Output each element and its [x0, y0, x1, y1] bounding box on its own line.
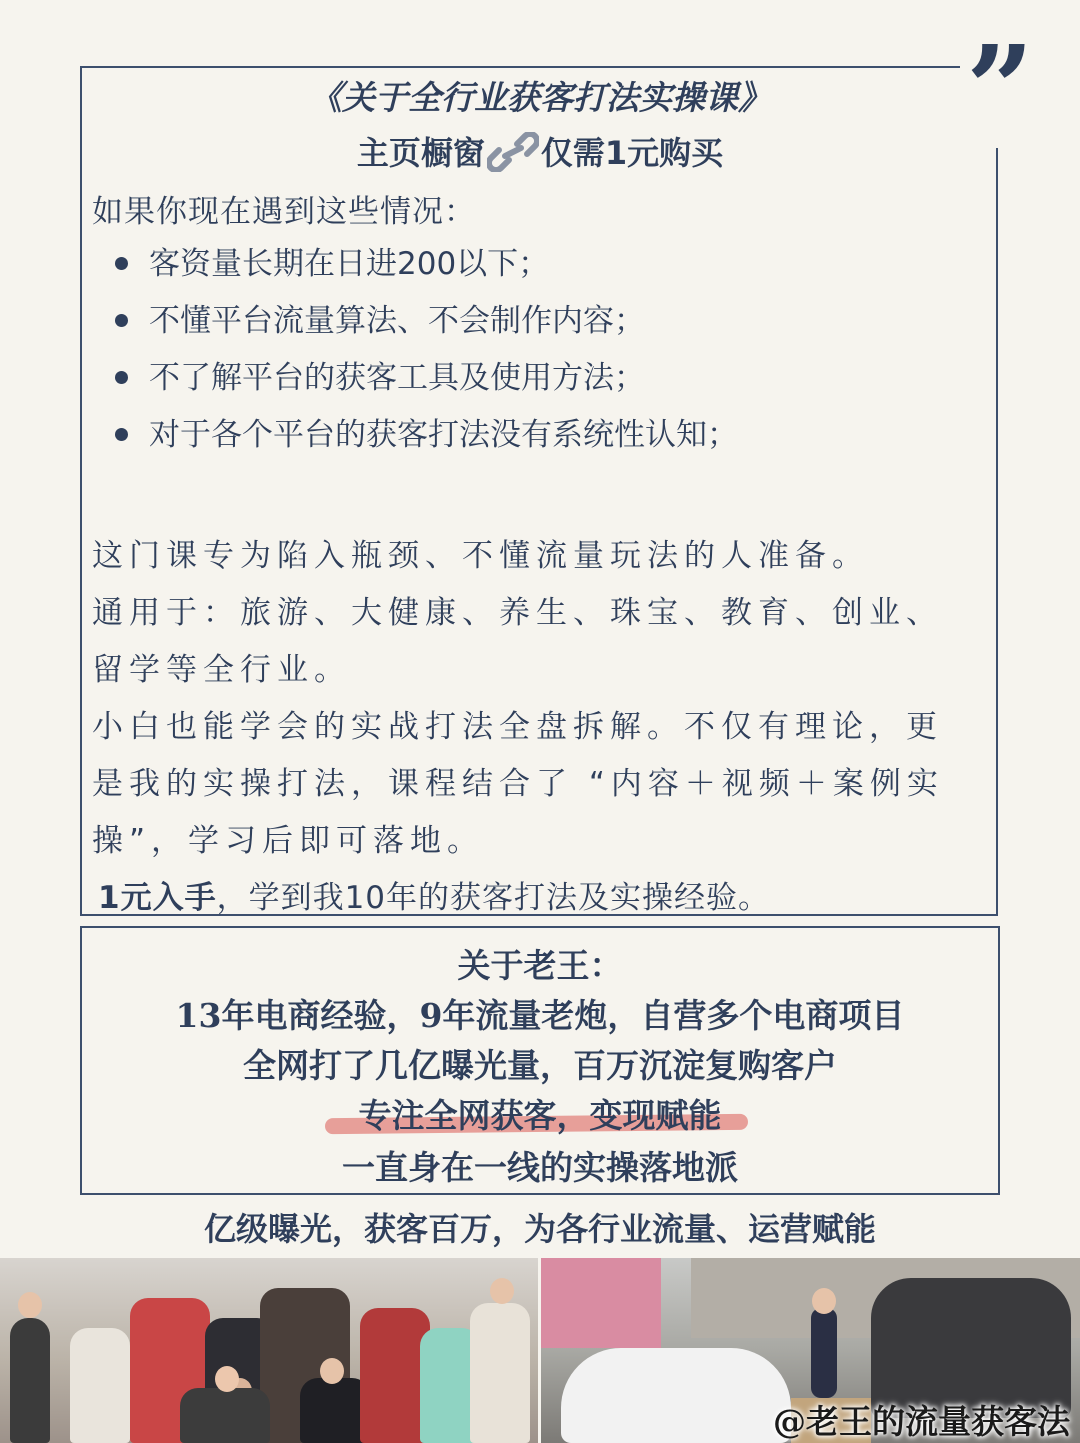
about-line: 全网打了几亿曝光量，百万沉淀复购客户	[243, 1046, 837, 1085]
about-highlight-line	[0, 1090, 1080, 1137]
watermark: @老王的流量获客法	[773, 1402, 1070, 1441]
paragraph-line: 留学等全行业。	[92, 652, 351, 688]
about-line: 一直身在一线的实操落地派	[342, 1148, 738, 1187]
course-title: 《关于全行业获客打法实操课》	[309, 78, 771, 117]
paragraph-line: 这门课专为陷入瓶颈、不懂流量玩法的人准备。	[92, 538, 869, 574]
photo-strip	[0, 1258, 1080, 1443]
offer-rest: ，学到我10年的获客打法及实操经验。	[216, 880, 771, 916]
offer-line	[98, 872, 770, 917]
problem-list	[115, 242, 738, 470]
closing-quote-icon: ”	[960, 30, 1040, 148]
about-heading: 关于老王：	[457, 946, 623, 985]
tagline: 亿级曝光，获客百万，为各行业流量、运营赋能	[203, 1210, 876, 1248]
link-chain-icon	[487, 132, 539, 172]
group-photo	[0, 1258, 538, 1443]
paragraph-line: 是我的实操打法，课程结合了 “内容＋视频＋案例实	[92, 766, 944, 802]
about-line: 专注全网获客，变现赋能	[358, 1096, 722, 1135]
list-item: 不懂平台流量算法、不会制作内容；	[115, 299, 738, 356]
paragraph-line: 通用于：旅游、大健康、养生、珠宝、教育、创业、	[92, 595, 943, 631]
list-item: 客资量长期在日进200以下；	[115, 242, 738, 299]
about-line: 13年电商经验，9年流量老炮，自营多个电商项目	[175, 996, 905, 1035]
subtitle-right: 仅需1元购买	[540, 134, 724, 172]
offer-bold: 1元入手	[98, 880, 217, 916]
course-subtitle	[0, 128, 1080, 174]
subtitle-left: 主页橱窗	[356, 134, 485, 172]
paragraph-line: 小白也能学会的实战打法全盘拆解。不仅有理论，更	[92, 709, 943, 745]
intro-text: 如果你现在遇到这些情况：	[92, 194, 476, 230]
paragraph-line: 操”，学习后即可落地。	[92, 823, 485, 859]
list-item: 对于各个平台的获客打法没有系统性认知；	[115, 413, 738, 470]
list-item: 不了解平台的获客工具及使用方法；	[115, 356, 738, 413]
